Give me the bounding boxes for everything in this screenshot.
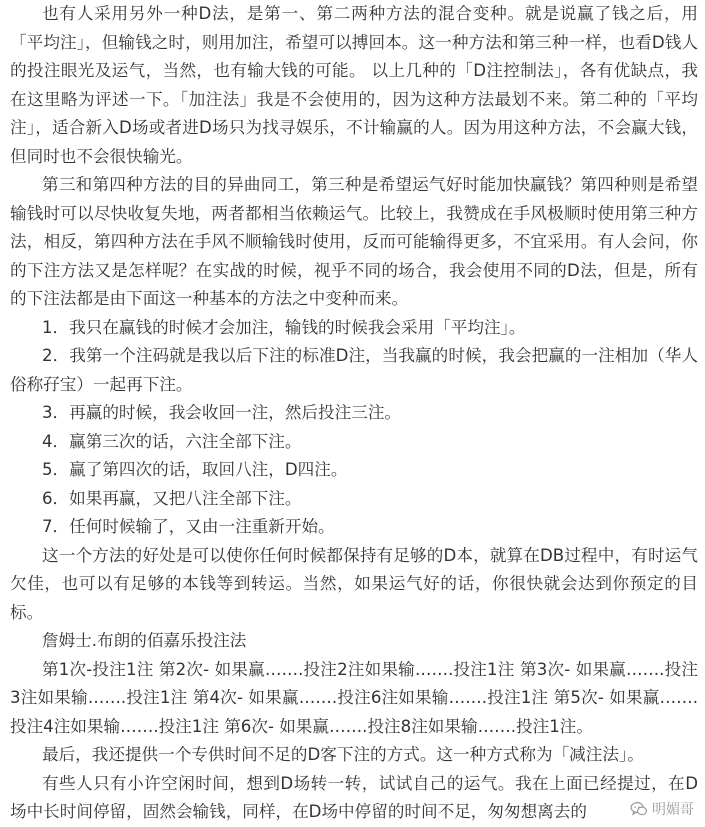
section-heading-brown-method: 詹姆士.布朗的佰嘉乐投注法	[42, 631, 247, 650]
watermark-label: 明媚哥	[652, 802, 694, 818]
article-body	[10, 0, 698, 827]
watermark	[627, 798, 697, 820]
list-item-rule-3: 3．再赢的时候，我会收回一注，然后投注三注。	[42, 403, 402, 422]
paragraph-brown-steps: 第1次-投注1注 第2次- 如果赢…….投注2注如果输…….投注1注 第3次- 如果赢…….投注3注如果输…….投注1注 第4次- 如果赢…….投注6注如果输…….投注1注 第5次- 如果赢…….投注4注如果输…….投注1注 第6次- 如果赢…….投注8注如果输…….投注1注。	[10, 659, 698, 736]
list-item-rule-2: 2．我第一个注码就是我以后下注的标准D注，当我赢的时候，我会把赢的一注相加（华人俗称孖宝）一起再下注。	[10, 346, 698, 394]
list-item-rule-1: 1．我只在赢钱的时候才会加注，输钱的时候我会采用「平均注」。	[42, 317, 526, 337]
paragraph-mixed-method: 也有人采用另外一种D法，是第一、第二两种方法的混合变种。就是说赢了钱之后，用「平均注」，但输钱之时，则用加注，希望可以搏回本。这一种方法和第三种一样，也看D钱人的投注眼光及运气，当然，也有输大钱的可能。 以上几种的「D注控制法」，各有优缺点，我在这里略为评述一下。「加注法」我是不会使用的，因为这种方法最划不来。第二种的「平均注」，适合新入D场或者进D场只为找寻娱乐，不计输赢的人。因为用这种方法，不会赢大钱，但同时也不会很快输光。	[10, 4, 698, 166]
paragraph-limited-time: 有些人只有小许空闲时间，想到D场转一转，试试自己的运气。我在上面已经提过，在D场中长时间停留，固然会输钱，同样，在D场中停留的时间不足，匆匆想离去的	[10, 773, 698, 821]
list-item-rule-5: 5．赢了第四次的话，取回八注，D四注。	[42, 460, 348, 479]
paragraph-method-benefit: 这一个方法的好处是可以使你任何时候都保持有足够的D本，就算在DB过程中，有时运气欠佳，也可以有足够的本钱等到转运。当然，如果运气好的话，你很快就会达到你预定的目标。	[10, 545, 698, 622]
list-item-rule-6: 6．如果再赢，又把八注全部下注。	[42, 488, 302, 508]
paragraph-third-fourth-method: 第三和第四种方法的目的异曲同工，第三种是希望运气好时能加快赢钱？第四种则是希望输钱时可以尽快收复失地，两者都相当依赖运气。比较上，我赞成在手风极顺时使用第三种方法，相反，第四种方法在手风不顺输钱时使用，反而可能输得更多，不宜采用。有人会问，你的下注方法又是怎样呢？在实战的时候，视乎不同的场合，我会使用不同的D法，但是，所有的下注法都是由下面这一种基本的方法之中变种而来。	[10, 175, 698, 308]
list-item-rule-4: 4．赢第三次的话，六注全部下注。	[42, 431, 302, 451]
wechat-bubble-icon	[630, 800, 648, 818]
paragraph-reduce-bet: 最后，我还提供一个专供时间不足的D客下注的方式。这一种方式称为「减注法」。	[42, 745, 644, 764]
list-item-rule-7: 7．任何时候输了，又由一注重新开始。	[42, 517, 335, 536]
